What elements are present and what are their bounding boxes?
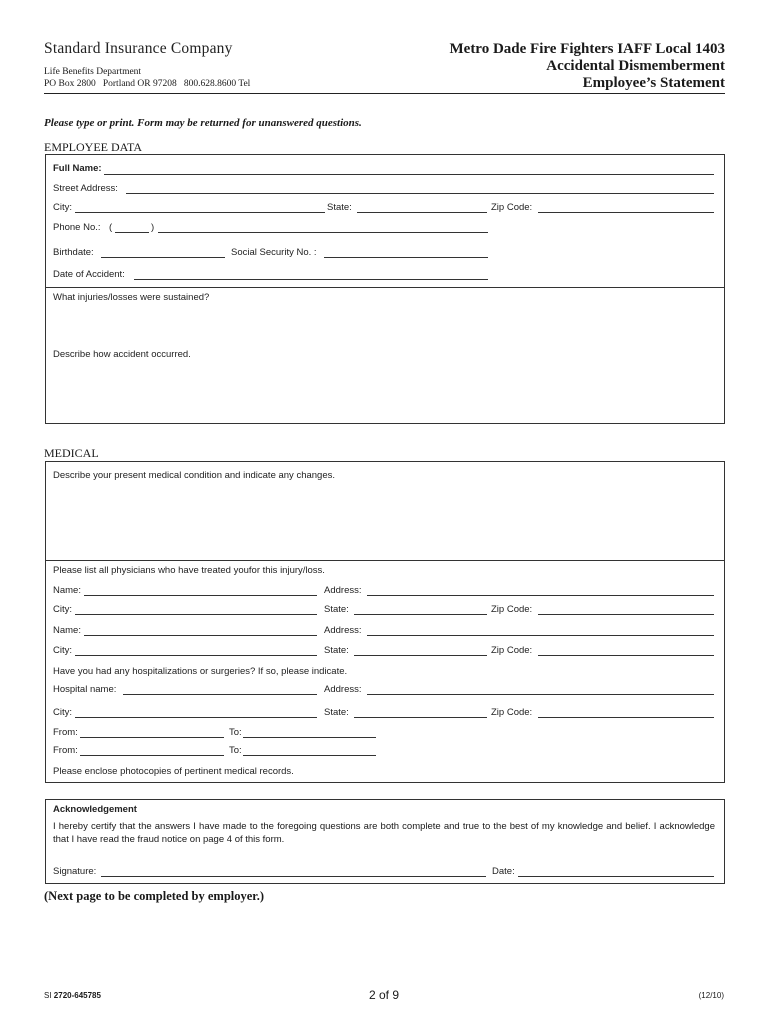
street-field[interactable] [126, 193, 714, 194]
acknowledgement-text: I hereby certify that the answers I have made to the foregoing questions are both complete and true to the best of my knowledge and belief. I acknowledge that I have read the fraud notice on page 4 of this form. [53, 821, 715, 845]
physician2-state-label: State: [324, 645, 349, 656]
city-label: City: [53, 202, 72, 213]
street-label: Street Address: [53, 183, 118, 194]
company-address: PO Box 2800 Portland OR 97208 800.628.8600 Tel [44, 79, 251, 89]
stay1-from-field[interactable] [80, 737, 224, 738]
accident-description-area[interactable] [46, 363, 724, 421]
full-name-label: Full Name: [53, 163, 102, 174]
hospital-name-field[interactable] [123, 694, 317, 695]
medical-condition-question: Describe your present medical condition and indicate any changes. [53, 470, 335, 481]
physician1-name-label: Name: [53, 585, 81, 596]
revision-date: (12/10) [698, 991, 724, 1000]
state-field[interactable] [357, 212, 487, 213]
signature-field[interactable] [101, 876, 486, 877]
date-label: Date: [492, 866, 515, 877]
form-title-line3: Employee’s Statement [582, 75, 725, 91]
hospital-state-label: State: [324, 707, 349, 718]
stay1-from-label: From: [53, 727, 78, 738]
zip-label: Zip Code: [491, 202, 533, 213]
birthdate-label: Birthdate: [53, 247, 94, 258]
instructions: Please type or print. Form may be returned for unanswered questions. [44, 117, 362, 129]
physician2-city-label: City: [53, 645, 72, 656]
stay2-to-label: To: [229, 745, 242, 756]
phone-label: Phone No.: [53, 222, 101, 233]
full-name-field[interactable] [104, 174, 714, 175]
hospital-name-label: Hospital name: [53, 684, 117, 695]
medical-heading: MEDICAL [44, 446, 99, 460]
accident-description-question: Describe how accident occurred. [53, 349, 191, 360]
physician1-city-field[interactable] [75, 614, 317, 615]
physician1-city-label: City: [53, 604, 72, 615]
page-number: 2 of 9 [369, 988, 400, 1002]
physician1-zip-label: Zip Code: [491, 604, 533, 615]
hospitalization-question: Have you had any hospitalizations or surgeries? If so, please indicate. [53, 666, 348, 677]
hospital-zip-field[interactable] [538, 717, 714, 718]
hospital-state-field[interactable] [354, 717, 487, 718]
zip-field[interactable] [538, 212, 714, 213]
stay2-to-field[interactable] [243, 755, 376, 756]
enclose-records-note: Please enclose photocopies of pertinent medical records. [53, 766, 294, 777]
phone-open-paren: ( [109, 222, 113, 233]
physician1-zip-field[interactable] [538, 614, 714, 615]
stay1-to-field[interactable] [243, 737, 376, 738]
form-number-value: 2720-645785 [53, 991, 101, 1000]
accident-date-label: Date of Accident: [53, 269, 125, 280]
ssn-label: Social Security No. : [231, 247, 317, 258]
physician1-state-field[interactable] [354, 614, 487, 615]
physician1-state-label: State: [324, 604, 349, 615]
phone-close-paren: ) [151, 222, 155, 233]
stay2-from-field[interactable] [80, 755, 224, 756]
physician2-zip-label: Zip Code: [491, 645, 533, 656]
signature-label: Signature: [53, 866, 97, 877]
next-page-note: (Next page to be completed by employer.) [44, 889, 264, 903]
phone-area-field[interactable] [115, 232, 149, 233]
hospital-city-field[interactable] [75, 717, 317, 718]
birthdate-field[interactable] [101, 257, 225, 258]
form-title-line2: Accidental Dismemberment [546, 58, 725, 74]
physician2-city-field[interactable] [75, 655, 317, 656]
injuries-answer-area[interactable] [46, 306, 724, 348]
physicians-instruction: Please list all physicians who have treated youfor this injury/loss. [53, 565, 325, 576]
employee-data-heading: EMPLOYEE DATA [44, 140, 143, 154]
form-title-line1: Metro Dade Fire Fighters IAFF Local 1403 [449, 41, 725, 57]
ssn-field[interactable] [324, 257, 488, 258]
hospital-address-label: Address: [324, 684, 362, 695]
physician1-name-field[interactable] [84, 595, 317, 596]
physician2-name-field[interactable] [84, 635, 317, 636]
hospital-address-field[interactable] [367, 694, 714, 695]
medical-divider [45, 560, 725, 561]
acknowledgement-heading: Acknowledgement [53, 804, 137, 815]
stay1-to-label: To: [229, 727, 242, 738]
physician2-state-field[interactable] [354, 655, 487, 656]
hospital-zip-label: Zip Code: [491, 707, 533, 718]
city-field[interactable] [75, 212, 325, 213]
phone-field[interactable] [158, 232, 488, 233]
hospital-city-label: City: [53, 707, 72, 718]
form-number-prefix: SI [44, 991, 52, 1000]
physician1-address-field[interactable] [367, 595, 714, 596]
medical-condition-area[interactable] [46, 484, 724, 558]
form-number [44, 991, 101, 1000]
physician2-zip-field[interactable] [538, 655, 714, 656]
physician2-address-label: Address: [324, 625, 362, 636]
state-label: State: [327, 202, 352, 213]
employee-divider [45, 287, 725, 288]
accident-date-field[interactable] [134, 279, 488, 280]
injuries-question: What injuries/losses were sustained? [53, 292, 210, 303]
physician2-name-label: Name: [53, 625, 81, 636]
physician2-address-field[interactable] [367, 635, 714, 636]
header-rule [44, 93, 725, 94]
stay2-from-label: From: [53, 745, 78, 756]
physician1-address-label: Address: [324, 585, 362, 596]
date-field[interactable] [518, 876, 714, 877]
department: Life Benefits Department [44, 67, 142, 77]
company-name: Standard Insurance Company [44, 40, 233, 57]
